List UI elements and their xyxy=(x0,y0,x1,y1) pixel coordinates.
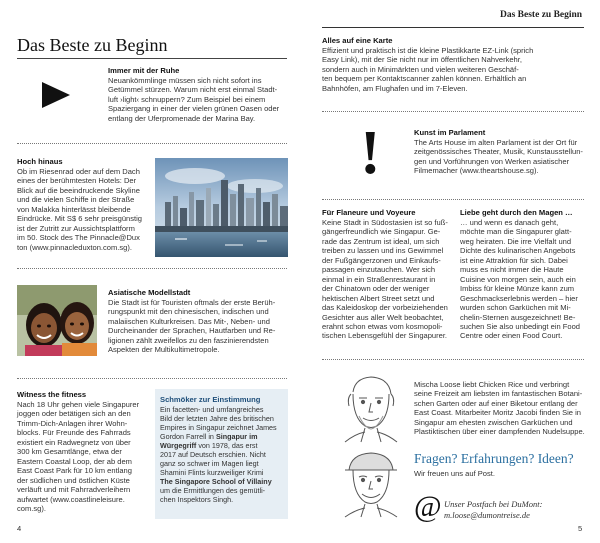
questions-headline: Fragen? Erfahrungen? Ideen? xyxy=(414,451,574,466)
book-title-1a: Singapur im xyxy=(215,432,258,441)
fitness-text: Nach 18 Uhr gehen viele Singapurer joggen oder betätigen sich an den Trimm-Dich-Anlagen ihrer Wohn- blocks. Für Freunde des Fahrrads existiert ein Radwegnetz von über 300 km Gesamtlänge, etwa der Eastern Coastal Loop, der ab dem East Coast Park für 10 km entlang der südlichen und östlichen Küste verläuft und mit Fahrradverleihern aufwartet (www.coastlineleisure. com.sg). xyxy=(17,400,140,513)
divider xyxy=(17,143,287,144)
girls-photo xyxy=(17,285,97,356)
book-title-1b: Würgegriff xyxy=(160,441,197,450)
liebe-text: … und wenn es danach geht, möchte man die Singapurer glatt- weg heiraten. Die irre Vielfalt und Dichte des kulinarischen Angebots ist eine Attraktion für sich. Dabei muss es nicht immer die Haute Cuisine von morgen sein, auch ein Imbiss für kleine Münze kann zum Geschmackserlebnis werden – hier wurden schon Garküchen mit Mi- chelin-Sternen ausgezeichnet! Be- suchen Sie also unbedingt ein Food Centre oder einen Food Court. xyxy=(460,218,580,341)
header-divider xyxy=(322,27,584,28)
page-number-right: 5 xyxy=(578,524,583,533)
hoch-title: Hoch hinaus xyxy=(17,157,63,166)
ruhe-text: Neuankömmlinge müssen sich nicht sofort ins Getümmel stürzen. Warum nicht erst einmal Stadt- luft ›light‹ schnuppern? Zum Beispiel bei einem Spaziergang in einer der vielen grünen Oasen oder entlang der Uferpromenade der Marina Bay. xyxy=(108,76,280,123)
divider xyxy=(322,199,584,200)
email-at-icon: @ xyxy=(414,490,442,523)
divider xyxy=(322,359,584,360)
divider xyxy=(322,111,584,112)
chapter-header: Das Beste zu Beginn xyxy=(500,10,583,20)
page-title: Das Beste zu Beginn xyxy=(17,35,168,55)
book-title-2: The Singapore School of Villainy xyxy=(160,477,272,486)
liebe-title: Liebe geht durch den Magen … xyxy=(460,208,573,217)
author-sketch-bottom xyxy=(335,448,407,518)
hoch-text: Ob im Riesenrad oder auf dem Dach eines der berühmtesten Hotels: Der Blick auf die beeindruckende Skyline und die vielen Schiffe in der Straße von Malakka hinterlässt bleibende Eindrücke. Mit S$ 6 sehr preisgünstig ist der Zutritt zur Aussichtsplattform im 50. Stock des The Pinnacle@Dux ton (www.pinnacleduxton.com.sg). xyxy=(17,167,143,252)
kunst-text: The Arts House im alten Parlament ist der Ort für zeitgenössisches Theater, Musik, Kunstausstellun- gen und Vorführungen von Werken asiatischer Filmemacher (www.theartshouse.sg). xyxy=(414,138,583,176)
questions-subline: Wir freuen uns auf Post. xyxy=(414,469,495,478)
postfach-email[interactable]: m.loose@dumontreise.de xyxy=(444,510,530,520)
authors-text: Mischa Loose liebt Chicken Rice und verbringt seine Freizeit am liebsten im fantastischen Botani- schen Garten oder auf einer Biketour entlang der East Coast. Mitarbeiter Moritz Jacobi finden Sie in Singapur am ehesten zwischen Garküchen und Plastiktischen über einer dampfenden Nudelsuppe. xyxy=(414,380,585,437)
divider xyxy=(17,378,287,379)
postfach-label: Unser Postfach bei DuMont: xyxy=(444,499,543,509)
ruhe-title: Immer mit der Ruhe xyxy=(108,66,180,75)
kunst-title: Kunst im Parlament xyxy=(414,128,486,137)
asiatische-title: Asiatische Modellstadt xyxy=(108,288,191,297)
flaneure-title: Für Flaneure und Voyeure xyxy=(322,208,416,217)
schmoeker-text: Ein facetten- und umfangreiches Bild der letzten Jahre des britischen Empires in Singapur zeichnet James Gordon Farrell in Singapur im Würgegriff von 1978, das erst 2017 auf Deutsch erschien. Nicht ganz so schwer im Magen liegt Shamini Flints kurzweiliger Krimi The Singapore School of Villainy um die Ermittlungen des gemütli- chen Inspektors Singh. xyxy=(160,405,277,504)
schmoeker-title: Schmöker zur Einstimmung xyxy=(160,395,261,404)
author-sketch-top xyxy=(335,372,407,444)
flaneure-text: Keine Stadt in Südostasien ist so fuß- gängerfreundlich wie Singapur. Ge- rade das Zentrum ist ideal, um sich treiben zu lassen und ins Gewimmel der Fußgängerzonen und Einkaufs- passagen einzutauchen. Wer sich einmal in ein Straßenrestaurant in der Chinatown oder der weniger hektischen Albert Street setzt und das Kaleidoskop der vorbeiziehenden Gesichter aus aller Welt beobachtet, erahnt schon etwas vom kosmopoli- tischen Lebensgefühl der Singapurer. xyxy=(322,218,448,341)
exclamation-icon: ! xyxy=(360,119,381,187)
fitness-title: Witness the fitness xyxy=(17,390,87,399)
skyline-photo xyxy=(155,158,288,257)
page-number-left: 4 xyxy=(17,524,22,533)
play-arrow-icon xyxy=(42,82,70,108)
asiatische-text: Die Stadt ist für Touristen oftmals der erste Berüh- rungspunkt mit den chinesischen, indischen und malaiischen Kulturkreisen. Das Mit-, Neben- und Durcheinander der Sprachen, Hautfarben und Re- ligionen zählt zweifellos zu den faszinierendsten Aspekten der Multikultimetropole. xyxy=(108,298,276,355)
karte-text: Effizient und praktisch ist die kleine Plastikkarte EZ-Link (sprich Easy Link), mit der Sie nicht nur im öffentlichen Nahverkehr, sondern auch in Minimärkten und vielen weiteren Geschäf- ten bequem per Kontaktscanner zahlen können. Erhältlich an Bahnhöfen, am Flughafen und im 7-Eleven. xyxy=(322,46,534,93)
title-divider xyxy=(17,58,287,59)
divider xyxy=(17,268,287,269)
karte-title: Alles auf eine Karte xyxy=(322,36,393,45)
